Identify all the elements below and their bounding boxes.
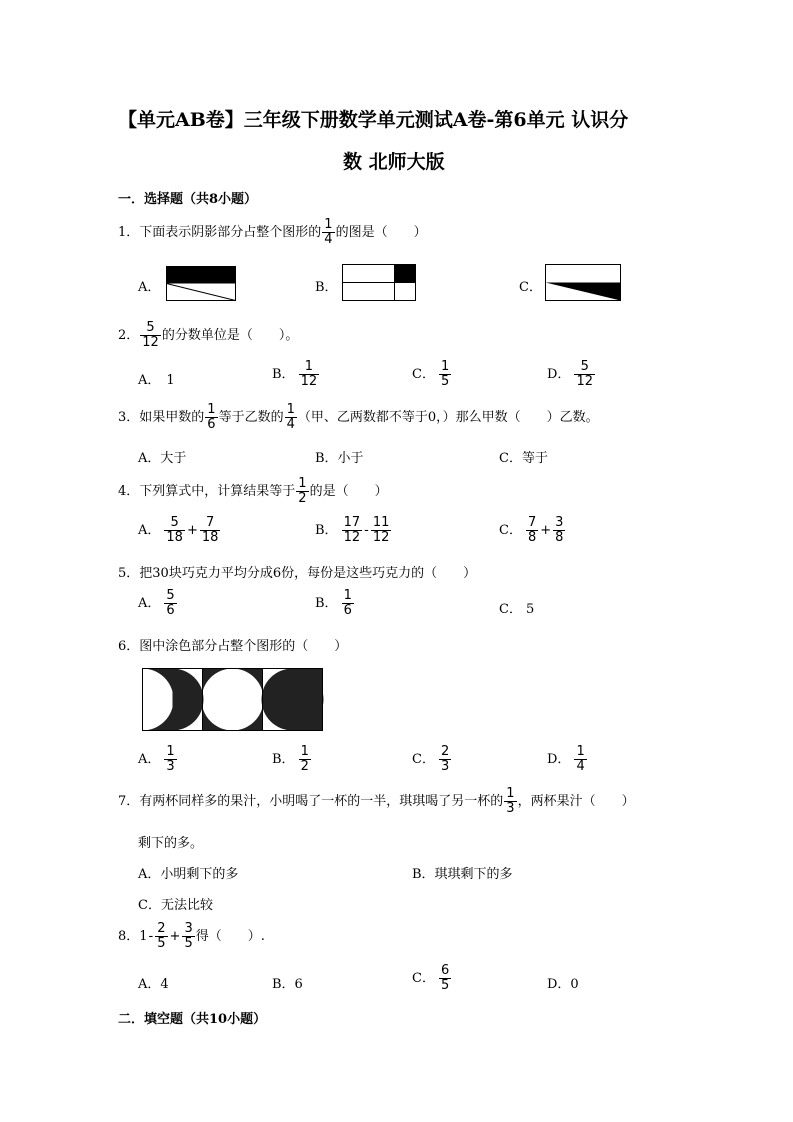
q6-figure: [142, 668, 324, 732]
question-3-text: 3．如果甲数的: [118, 410, 205, 425]
q7-option-b[interactable]: B．琪琪剩下的多: [412, 867, 513, 882]
question-3-suffix: （甲、乙两数都不等于0，）那么甲数（ ）乙数。: [297, 410, 599, 425]
q5-option-c[interactable]: C． 5: [499, 602, 535, 617]
q2-option-d[interactable]: D． $\frac{5}{12}$: [547, 359, 593, 389]
q6-option-c[interactable]: C． $\frac{2}{3}$: [412, 744, 450, 774]
question-4-suffix: 的是（ ）: [309, 484, 388, 499]
q8-option-b[interactable]: B．6: [272, 977, 303, 992]
q1-figure-a: [166, 266, 236, 302]
q6-option-a[interactable]: A． $\frac{1}{3}$: [138, 744, 175, 774]
question-8-fraction-1: $\frac{2}{5}$: [157, 921, 166, 951]
q1-figure-c: [545, 264, 622, 302]
q1-option-c[interactable]: C．: [519, 280, 542, 295]
page-title-line2: 数 北师大版: [343, 151, 445, 173]
q6-option-b[interactable]: B． $\frac{1}{2}$: [272, 744, 309, 774]
q2-option-c[interactable]: C． $\frac{1}{5}$: [412, 359, 450, 389]
question-1-suffix: 的图是（ ）: [335, 225, 427, 240]
q4-option-a[interactable]: A． $\frac{5}{18}$ + $\frac{7}{18}$: [138, 515, 219, 545]
question-5: 5．把30块巧克力平均分成6份，每份是这些巧克力的（ ）: [118, 566, 477, 581]
q4-option-c[interactable]: C． $\frac{7}{8}$ + $\frac{3}{8}$: [499, 515, 564, 545]
q5-option-a[interactable]: A． $\frac{5}{6}$: [138, 588, 175, 618]
q1-figure-b: [342, 264, 417, 302]
q3-option-b[interactable]: B．小于: [315, 451, 364, 466]
question-8-number: 8．1: [118, 929, 148, 944]
question-3-fraction-1: $\frac{1}{6}$: [207, 402, 216, 432]
question-7-line2: 剩下的多。: [138, 836, 204, 851]
question-3: [118, 403, 599, 432]
q8-option-a[interactable]: A．4: [138, 977, 169, 992]
question-2-fraction: $\frac{5}{12}$: [142, 320, 159, 350]
question-7-text: 7．有两杯同样多的果汁，小明喝了一杯的一半，琪琪喝了另一杯的: [118, 794, 504, 809]
question-8-fraction-2: $\frac{3}{5}$: [184, 921, 193, 951]
question-7: [118, 787, 635, 816]
question-2-text: 的分数单位是（ ）。: [161, 328, 299, 343]
question-6: 6．图中涂色部分占整个图形的（ ）: [118, 639, 348, 654]
question-4: [118, 477, 388, 506]
question-8-suffix: 得（ ）.: [195, 929, 265, 944]
question-8: 8．1- $\frac{2}{5}$ + $\frac{3}{5}$ 得（ ）.: [118, 921, 265, 951]
q2-option-b[interactable]: B． $\frac{1}{12}$: [272, 359, 318, 389]
question-3-mid: 等于乙数的: [218, 410, 284, 425]
question-4-text: 4．下列算式中，计算结果等于: [118, 484, 296, 499]
q3-option-c[interactable]: C．等于: [499, 451, 548, 466]
page-title-line1: 【单元AB卷】三年级下册数学单元测试A卷-第6单元 认识分: [118, 109, 629, 131]
question-3-fraction-2: $\frac{1}{4}$: [286, 402, 295, 432]
q4-option-b[interactable]: B． $\frac{17}{12}$ - $\frac{11}{12}$: [315, 515, 390, 545]
question-7-fraction: $\frac{1}{3}$: [506, 786, 515, 816]
q1-option-b[interactable]: B．: [315, 280, 338, 295]
question-7-suffix: ，两杯果汁（ ）: [517, 794, 635, 809]
question-4-fraction: $\frac{1}{2}$: [298, 476, 307, 506]
q5-option-b[interactable]: B． $\frac{1}{6}$: [315, 588, 352, 618]
q8-option-d[interactable]: D．0: [547, 977, 579, 992]
q6-option-d[interactable]: D． $\frac{1}{4}$: [547, 744, 585, 774]
q2-option-a[interactable]: A． 1: [138, 373, 175, 388]
question-2-number: 2．: [118, 328, 140, 343]
question-1-text: 1．下面表示阴影部分占整个图形的: [118, 225, 322, 240]
question-1-fraction: $\frac{1}{4}$: [324, 217, 333, 247]
q7-option-a[interactable]: A．小明剩下的多: [138, 867, 239, 882]
question-1: [118, 218, 427, 247]
q3-option-a[interactable]: A．大于: [138, 451, 187, 466]
question-2: [118, 321, 298, 350]
section-heading-fill: 二．填空题（共10小题）: [118, 1012, 267, 1027]
q7-option-c[interactable]: C．无法比较: [138, 898, 213, 913]
section-heading-choice: 一．选择题（共8小题）: [118, 192, 258, 207]
q8-option-c[interactable]: C． $\frac{6}{5}$: [412, 963, 450, 993]
q1-option-a[interactable]: A．: [138, 280, 161, 295]
